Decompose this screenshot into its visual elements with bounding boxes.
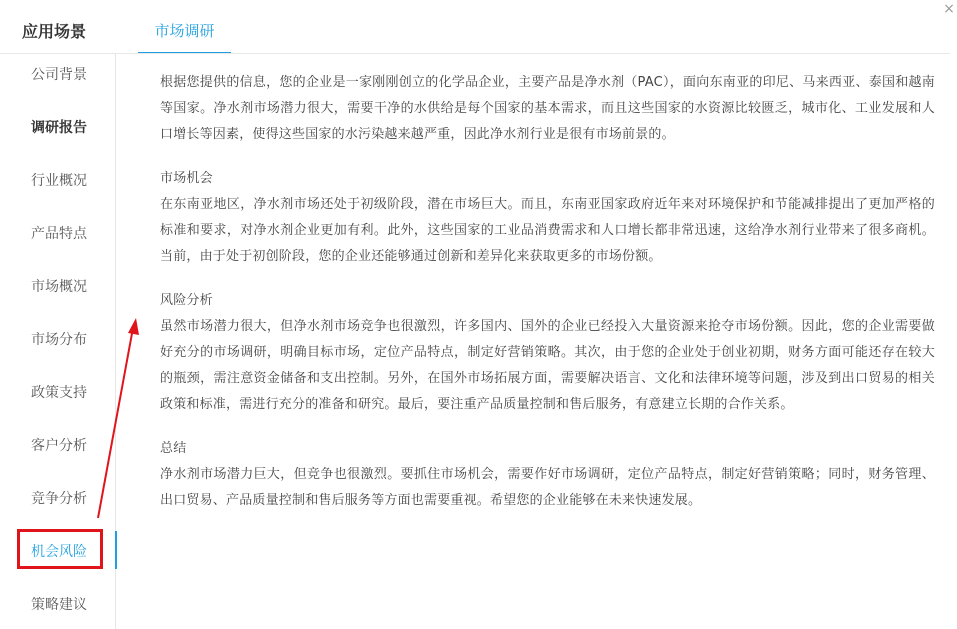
close-icon[interactable]: ×	[943, 1, 955, 17]
sidebar-item-label: 调研报告	[31, 120, 87, 136]
sidebar-item-policy-support[interactable]	[0, 372, 116, 425]
sidebar-item-label: 行业概况	[31, 173, 87, 189]
section-body: 虽然市场潜力很大，但净水剂市场竞争也很激烈，许多国内、国外的企业已经投入大量资源来抢夺市场份额。因此，您的企业需要做好充分的市场调研，明确目标市场，定位产品特点，制定好营销策略。其次，由于您的企业处于创业初期，财务方面可能还存在较大的瓶颈，需注意资金储备和支出控制。另外，在国外市场拓展方面，需要解决语言、文化和法律环境等问题，涉及到出口贸易的相关政策和标准，需进行充分的准备和研究。最后，要注重产品质量控制和售后服务，有意建立长期的合作关系。	[160, 319, 935, 412]
sidebar-item-research-report[interactable]	[0, 107, 116, 160]
section-summary	[160, 436, 935, 514]
sidebar-item-industry-overview[interactable]	[0, 160, 116, 213]
sidebar-item-label: 政策支持	[31, 385, 87, 401]
sidebar-item-product-features[interactable]	[0, 213, 116, 266]
header-divider	[0, 53, 950, 54]
annotation-highlight-box	[17, 529, 103, 569]
section-title: 总结	[160, 441, 187, 456]
sidebar-item-market-distribution[interactable]	[0, 319, 116, 372]
sidebar-item-competition-analysis[interactable]	[0, 478, 116, 531]
section-risk-analysis	[160, 288, 935, 418]
sidebar-item-label: 市场概况	[31, 279, 87, 295]
header	[0, 0, 957, 54]
sidebar-item-company-background[interactable]	[0, 54, 116, 107]
sidebar-item-label: 竞争分析	[31, 491, 87, 507]
sidebar-item-label: 策略建议	[31, 597, 87, 613]
section-market-opportunity	[160, 166, 935, 270]
section-title: 市场机会	[160, 171, 213, 186]
section-body: 净水剂市场潜力巨大，但竞争也很激烈。要抓住市场机会，需要作好市场调研，定位产品特点，制定好营销策略；同时，财务管理、出口贸易、产品质量控制和售后服务等方面也需要重视。希望您的企业能够在未来快速发展。	[160, 467, 935, 508]
sidebar-item-customer-analysis[interactable]	[0, 425, 116, 478]
tab-market-research[interactable]: 市场调研	[138, 10, 231, 54]
report-content	[160, 70, 935, 532]
intro-paragraph: 根据您提供的信息，您的企业是一家刚刚创立的化学品企业，主要产品是净水剂（PAC），面向东南亚的印尼、马来西亚、泰国和越南等国家。净水剂市场潜力很大，需要干净的水供给是每个国家的基本需求，而且这些国家的水资源比较匮乏，城市化、工业发展和人口增长等因素，使得这些国家的水污染越来越严重，因此净水剂行业是很有市场前景的。	[160, 75, 935, 142]
sidebar-item-label: 机会风险	[31, 544, 87, 560]
sidebar-item-label: 客户分析	[31, 438, 87, 454]
sidebar-item-market-overview[interactable]	[0, 266, 116, 319]
page-title: 应用场景	[22, 22, 87, 41]
sidebar-item-label: 产品特点	[31, 226, 87, 242]
section-title: 风险分析	[160, 293, 213, 308]
sidebar-item-label: 公司背景	[31, 67, 87, 83]
section-body: 在东南亚地区，净水剂市场还处于初级阶段，潜在市场巨大。而且，东南亚国家政府近年来对环境保护和节能减排提出了更加严格的标准和要求，对净水剂企业更加有利。此外，这些国家的工业品消费需求和人口增长都非常迅速，这给净水剂行业带来了很多商机。当前，由于处于初创阶段，您的企业还能够通过创新和差异化来获取更多的市场份额。	[160, 197, 935, 264]
sidebar-item-strategy-advice[interactable]	[0, 584, 116, 629]
sidebar-item-label: 市场分布	[31, 332, 87, 348]
